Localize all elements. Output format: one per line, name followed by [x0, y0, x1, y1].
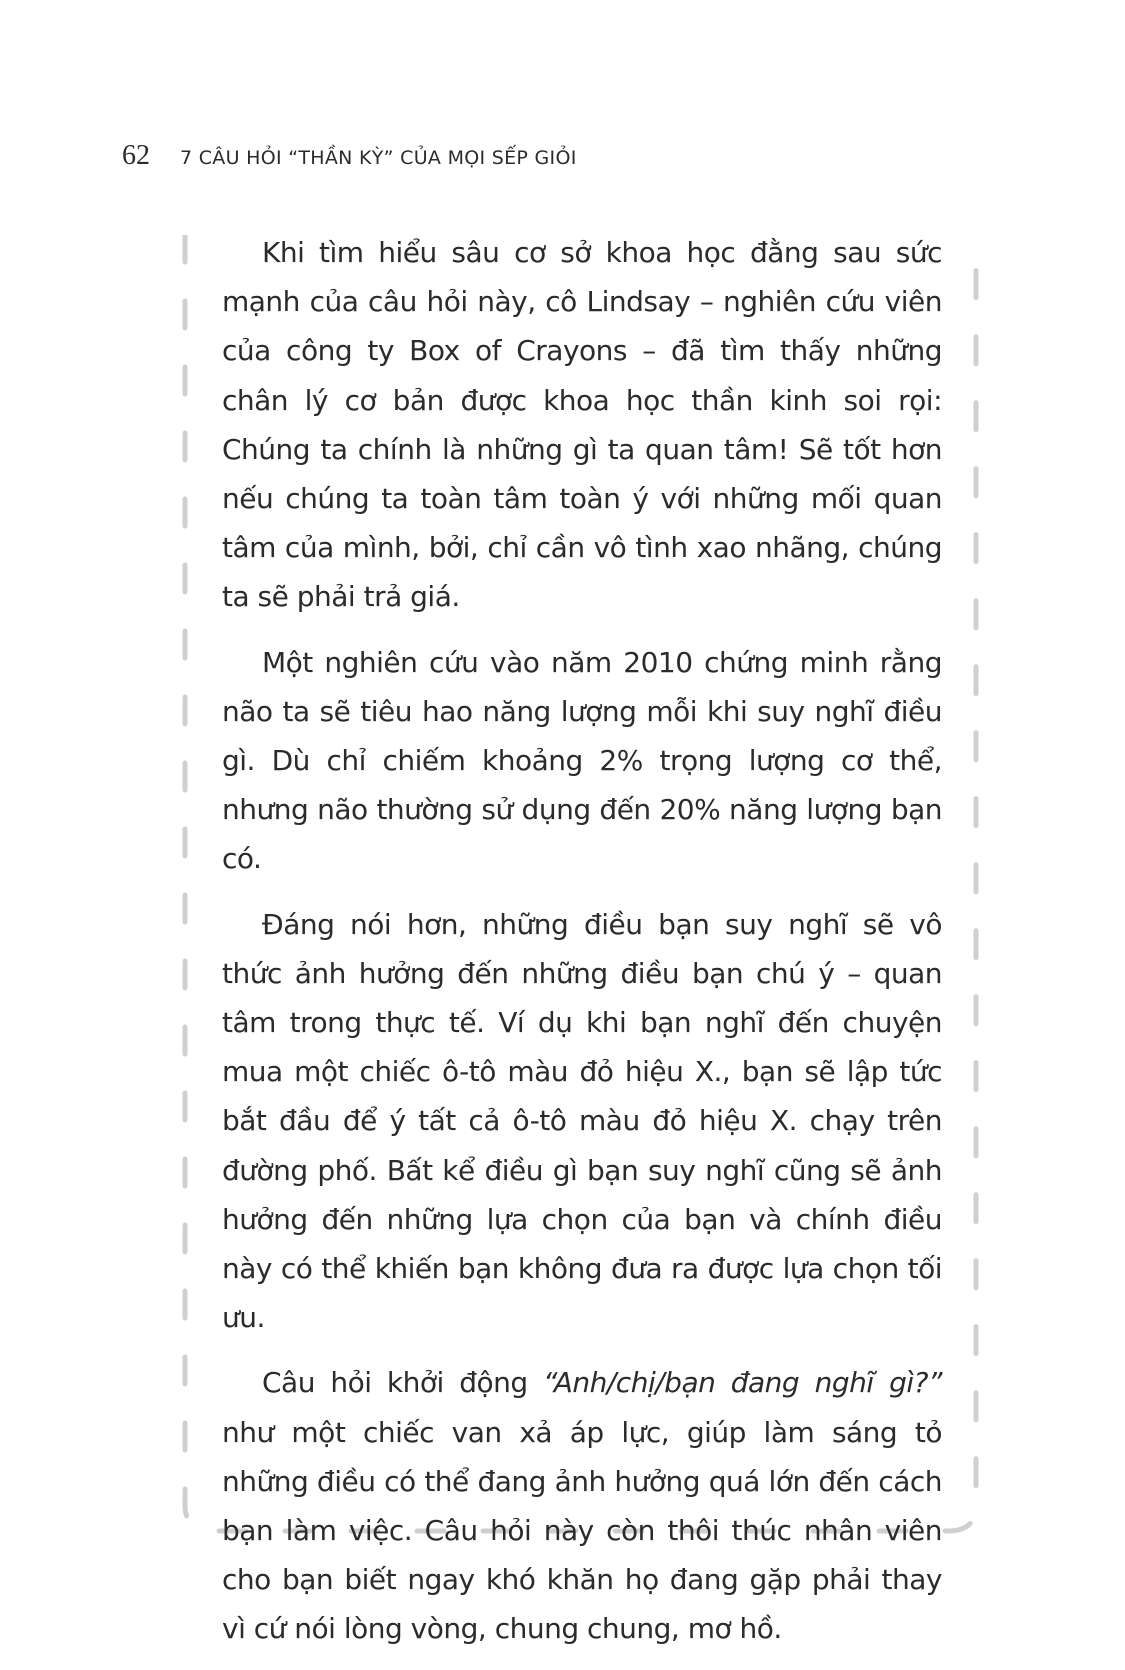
paragraph-4: [222, 1358, 942, 1653]
page-number: 62: [122, 140, 150, 171]
running-header: [122, 140, 577, 172]
paragraph-1: Khi tìm hiểu sâu cơ sở khoa học đằng sau sức mạnh của câu hỏi này, cô Lindsay – nghiên cứu viên của công ty Box of Crayons – đã tìm thấy những chân lý cơ bản được khoa học thần kinh soi rọi: Chúng ta chính là những gì ta quan tâm! Sẽ tốt hơn nếu chúng ta toàn tâm toàn ý với những mối quan tâm của mình, bởi, chỉ cần vô tình xao nhãng, chúng ta sẽ phải trả giá.: [222, 236, 942, 614]
paragraph-2: Một nghiên cứu vào năm 2010 chứng minh rằng não ta sẽ tiêu hao năng lượng mỗi khi suy nghĩ điều gì. Dù chỉ chiếm khoảng 2% trọng lượng cơ thể, nhưng não thường sử dụng đến 20% năng lượng bạn có.: [222, 645, 942, 876]
book-title: 7 CÂU HỎI “THẦN KỲ” CỦA MỌI SẾP GIỎI: [180, 147, 577, 169]
paragraph-3: Đáng nói hơn, những điều bạn suy nghĩ sẽ vô thức ảnh hưởng đến những điều bạn chú ý – quan tâm trong thực tế. Ví dụ khi bạn nghĩ đến chuyện mua một chiếc ô-tô màu đỏ hiệu X., bạn sẽ lập tức bắt đầu để ý tất cả ô-tô màu đỏ hiệu X. chạy trên đường phố. Bất kể điều gì bạn suy nghĩ cũng sẽ ảnh hưởng đến những lựa chọn của bạn và chính điều này có thể khiến bạn không đưa ra được lựa chọn tối ưu.: [222, 907, 942, 1335]
paragraph-4-lead: Câu hỏi khởi động: [262, 1366, 544, 1400]
paragraph-4-rest: như một chiếc van xả áp lực, giúp làm sáng tỏ những điều có thể đang ảnh hưởng quá lớn đến cách bạn làm việc. Câu hỏi này còn thôi thúc nhân viên cho bạn biết ngay khó khăn họ đang gặp phải thay vì cứ nói lòng vòng, chung chung, mơ hồ.: [222, 1415, 942, 1646]
paragraph-4-quote: “Anh/chị/bạn đang nghĩ gì?”: [543, 1366, 942, 1400]
body-text: [222, 228, 942, 1670]
